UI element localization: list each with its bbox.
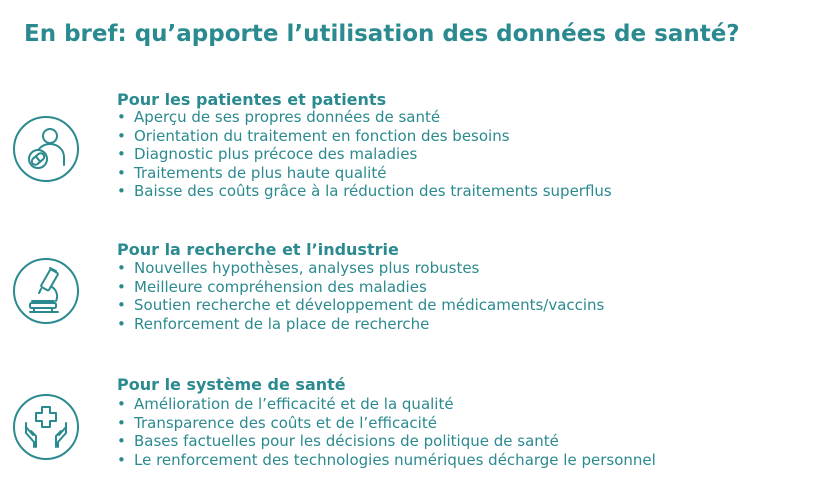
microscope-icon — [12, 257, 80, 325]
list-item: • Nouvelles hypothèses, analyses plus robustes — [117, 259, 480, 277]
list-item: • Soutien recherche et développement de médicaments/vaccins — [117, 296, 605, 314]
section-heading: Pour la recherche et l’industrie — [117, 240, 399, 259]
list-item: • Transparence des coûts et de l’efficacité — [117, 413, 437, 432]
patient-pill-icon — [12, 115, 80, 183]
list-item: • Amélioration de l’efficacité et de la qualité — [117, 395, 454, 413]
list-item: • Bases factuelles pour les décisions de politique de santé — [117, 432, 559, 450]
list-item: • Le renforcement des technologies numériques décharge le personnel — [117, 450, 656, 469]
list-item: • Aperçu de ses propres données de santé — [117, 108, 441, 126]
bullet-list — [117, 108, 612, 201]
page-title: En bref: qu’apporte l’utilisation des données de santé? — [24, 21, 740, 47]
list-item: • Renforcement de la place de recherche — [117, 314, 430, 333]
section-heading: Pour les patientes et patients — [117, 90, 387, 109]
hands-medical-cross-icon — [12, 393, 80, 461]
list-item: • Orientation du traitement en fonction des besoins — [117, 126, 510, 145]
list-item: • Meilleure compréhension des maladies — [117, 277, 427, 296]
section-heading: Pour le système de santé — [117, 375, 346, 394]
list-item: • Baisse des coûts grâce à la réduction des traitements superflus — [117, 182, 612, 200]
bullet-list — [117, 259, 604, 333]
bullet-list — [117, 395, 656, 469]
list-item: • Diagnostic plus précoce des maladies — [117, 145, 418, 163]
list-item: • Traitements de plus haute qualité — [117, 163, 387, 182]
